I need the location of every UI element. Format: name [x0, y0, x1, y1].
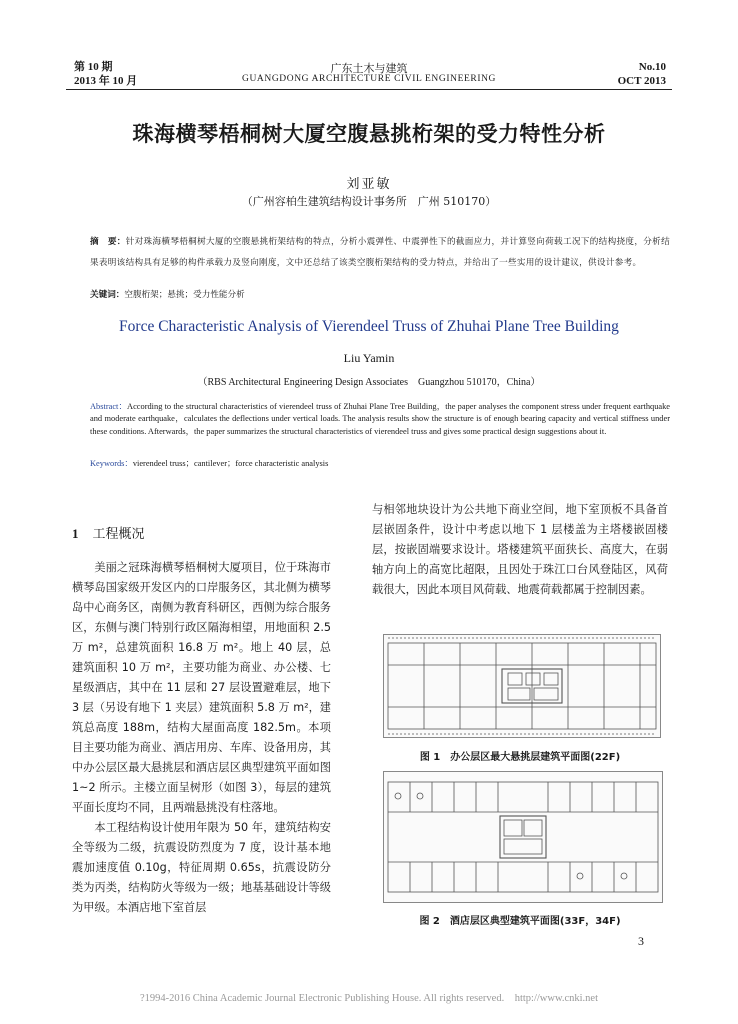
figure-1-caption: 图 1 办公层区最大悬挑层建筑平面图(22F): [419, 752, 621, 763]
paper-title-zh: 珠海横琴梧桐树大厦空腹悬挑桁架的受力特性分析: [132, 122, 606, 146]
header-issue-en: No.10: [638, 61, 666, 73]
abstract-en: [90, 401, 670, 438]
author-zh: 刘亚敏: [346, 177, 392, 192]
abstract-en-text: According to the structural characteristics of vierendeel truss of Zhuhai Plane Tree Building，the paper analyses the component stress under frequent earthquake and moderate earthquake，calculates the deflections under vertical loads. The analysis results show the structure is of enough bearing capacity and vertical stiffness under these conditions. Afterwards，the paper summarizes the structural characteristics of vierendeel truss and gives some practical design suggestions about it.: [90, 402, 671, 436]
keywords-zh-text: 空腹桁架；悬挑；受力性能分析: [124, 290, 245, 300]
affiliation-en: （RBS Architectural Engineering Design Associates Guangzhou 510170，China）: [197, 377, 541, 388]
abstract-zh: [90, 232, 670, 274]
body-paragraph: 美丽之冠珠海横琴梧桐树大厦项目，位于珠海市横琴岛国家级开发区内的口岸服务区，其北侧为横琴岛中心商务区，南侧为教育科研区，西侧为综合服务区，东侧与澳门特别行政区隔海相望，用地面积 2.5 万 m²，总建筑面积 16.8 万 m²。地上 40 层，总建筑面积 10 万 m²，主要功能为商业、办公楼、七星级酒店，其中在 11 层和 27 层设置避难层，地下 3 层（另设有地下 1 夹层）建筑面积 5.8 万 m²，建筑总高度 188m，结构大屋面高度 182.5m。本项目主要功能为商业、酒店用房、车库、设备用房，其中办公层区最大悬挑层和酒店层区典型建筑平面如图 1~2 所示。主楼立面呈树形（如图 3），每层的建筑平面长度均不同，且两端悬挑没有柱落地。: [72, 561, 331, 814]
header-date-zh: 2013 年 10 月: [74, 75, 138, 87]
figure-1-floor-plan: [383, 634, 661, 738]
left-column: [72, 558, 331, 918]
paper-title-en: Force Characteristic Analysis of Vierendeel Truss of Zhuhai Plane Tree Building: [119, 318, 619, 335]
author-en: Liu Yamin: [343, 351, 395, 365]
section-title: 工程概况: [92, 527, 145, 542]
copyright-footer: ?1994-2016 China Academic Journal Electronic Publishing House. All rights reserved. http://www.cnki.net: [139, 993, 599, 1004]
header-journal-zh: 广东土木与建筑: [330, 62, 408, 75]
floor-plan-office-drawing: [384, 635, 660, 737]
header-date-en: OCT 2013: [617, 75, 666, 87]
body-paragraph: 与相邻地块设计为公共地下商业空间，地下室顶板不具备首层嵌固条件，设计中考虑以地下 1 层楼盖为主塔楼嵌固楼层，按嵌固端要求设计。塔楼建筑平面狭长、高度大，在弱轴方向上的高宽比超限，且因处于珠江口台风登陆区，风荷载很大，因此本项目风荷载、地震荷载都属于控制因素。: [372, 503, 668, 596]
figure-2-floor-plan: [383, 771, 663, 903]
figure-2-caption: 图 2 酒店层区典型建筑平面图(33F，34F): [419, 916, 621, 927]
keywords-en-label: Keywords：: [90, 459, 133, 468]
right-column: [372, 500, 668, 600]
abstract-zh-text: 针对珠海横琴梧桐树大厦的空腹悬挑桁架结构的特点，分析小震弹性、中震弹性下的截面应力，并计算竖向荷载工况下的结构挠度，分析结果表明该结构具有足够的构件承载力及竖向刚度，文中还总结了该类空腹桁架结构的受力特点，并给出了一些实用的设计建议，供设计参考。: [90, 237, 670, 268]
keywords-zh: [90, 288, 670, 300]
section-number: 1: [72, 526, 79, 541]
abstract-zh-label: 摘 要：: [90, 237, 126, 247]
affiliation-zh: （广州容柏生建筑结构设计事务所 广州 510170）: [241, 195, 497, 208]
keywords-en-text: vierendeel truss；cantilever；force characteristic analysis: [132, 459, 329, 468]
floor-plan-hotel-drawing: [384, 772, 662, 902]
abstract-en-label: Abstract：: [90, 402, 128, 411]
section-heading: [72, 523, 145, 542]
header-journal-en: GUANGDONG ARCHITECTURE CIVIL ENGINEERING: [242, 74, 496, 84]
header-issue-zh: 第 10 期: [74, 61, 113, 73]
keywords-zh-label: 关键词：: [90, 290, 125, 300]
page-number: 3: [638, 934, 644, 948]
header-rule: [66, 89, 672, 90]
body-paragraph: 本工程结构设计使用年限为 50 年，建筑结构安全等级为二级，抗震设防烈度为 7 度，设计基本地震加速度值 0.10g，特征周期 0.65s，抗震设防分类为丙类，结构防火等级为一级；地基基础设计等级为甲级。本酒店地下室首层: [72, 821, 331, 914]
keywords-en: [90, 457, 670, 469]
